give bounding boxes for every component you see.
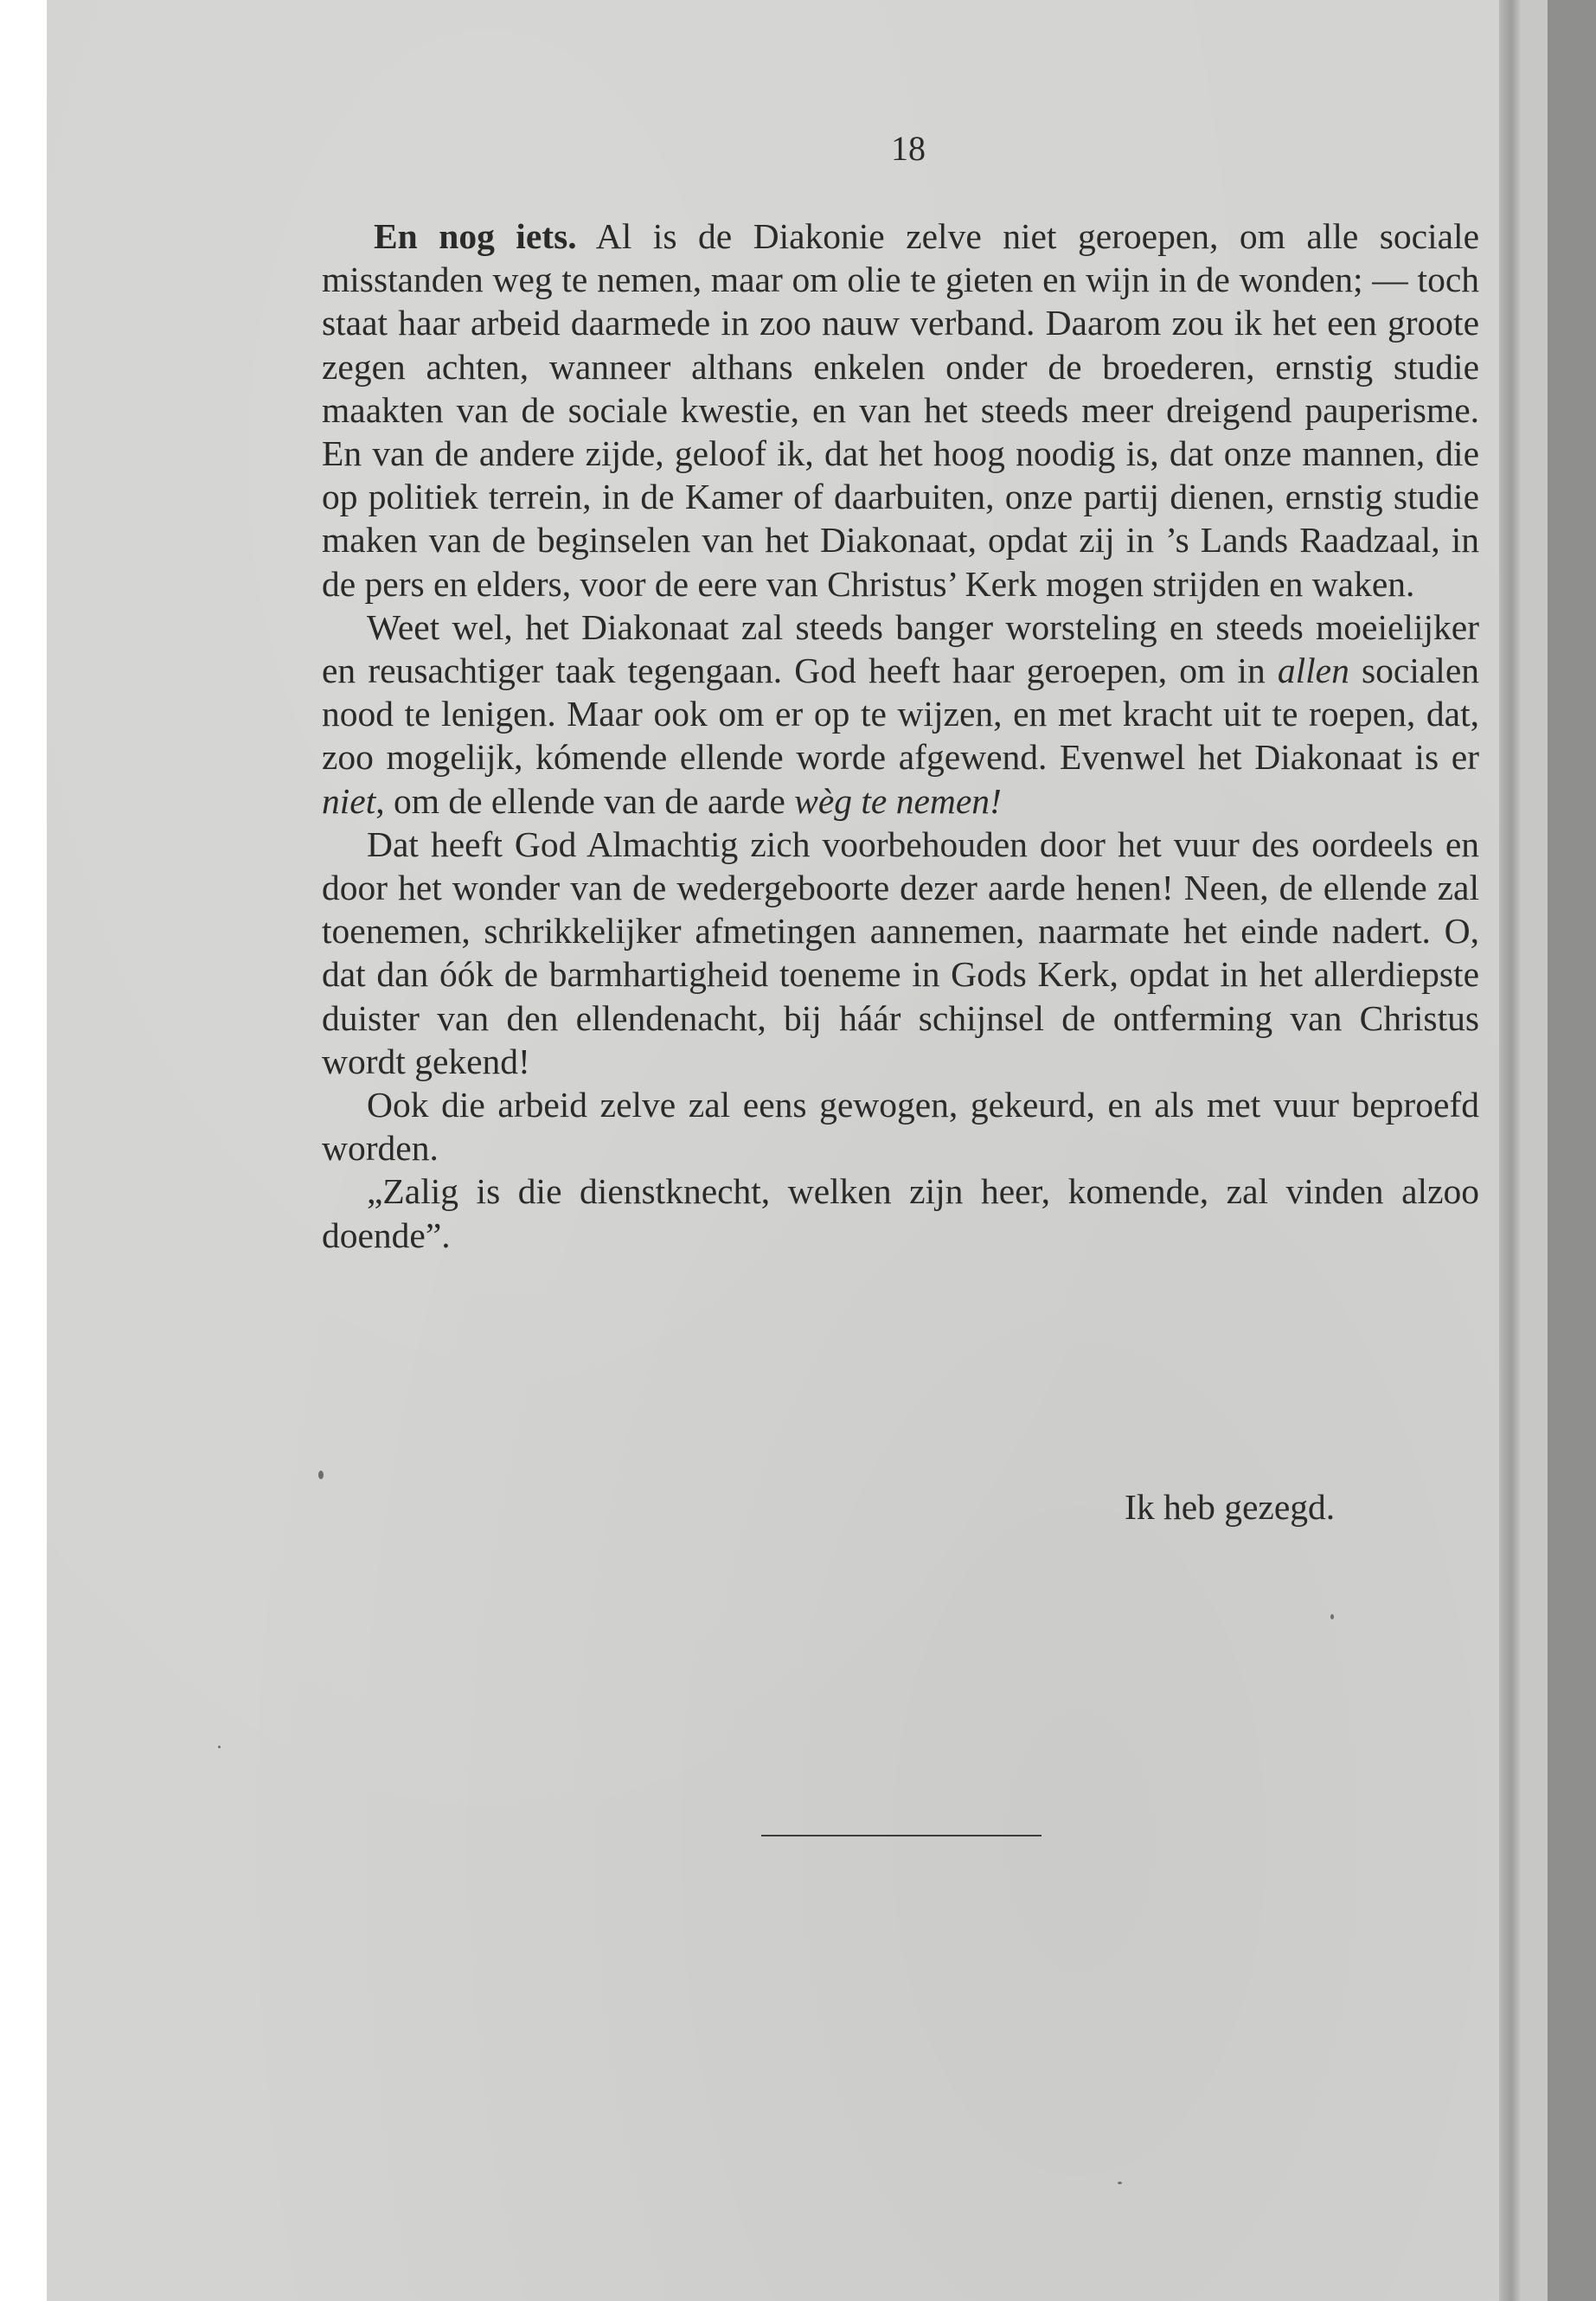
- scan-speck: [1118, 2182, 1122, 2184]
- paragraph-2-part-1: Weet wel, het Diakonaat zal steeds banger worsteling en steeds moeielijker en reusachtiger taak tegengaan. God heeft haar geroepen, om in: [322, 606, 1479, 691]
- paragraph-2-part-2: socialen nood te lenigen. Maar ook om er op te wijzen, en met kracht uit te roepen, dat, zoo mogelijk, kómende ellende worde afgewend. Evenwel het Diakonaat is er: [322, 651, 1479, 778]
- paragraph-1-text: Al is de Diakonie zelve niet geroepen, om alle sociale misstanden weg te nemen, maar om olie te gieten en wijn in de wonden; — toch staat haar arbeid daarmede in zoo nauw verband. Daarom zou ik het een groote zegen achten, wanneer althans enkelen onder de broederen, ernstig studie maakten van de sociale kwestie, en van het steeds meer dreigend pauperisme. En van de andere zijde, geloof ik, dat het hoog noodig is, dat onze mannen, die op politiek terrein, in de Kamer of daarbuiten, onze partij dienen, ernstig studie maken van de beginselen van het Diakonaat, opdat zij in ’s Lands Raadzaal, in de pers en elders, voor de eere van Christus’ Kerk mogen strijden en waken.: [322, 216, 1479, 604]
- closing-signature: Ik heb gezegd.: [1125, 1487, 1336, 1527]
- paragraph-2: [322, 606, 1479, 823]
- scan-speck: [318, 1471, 324, 1479]
- page-number: 18: [891, 129, 926, 168]
- paragraph-5-quote: „Zalig is die dienstknecht, welken zijn heer, komende, zal vinden alzoo doende”.: [322, 1171, 1479, 1255]
- scan-speck: [1330, 1614, 1334, 1619]
- scan-speck: [218, 1746, 221, 1748]
- paragraph-3: Dat heeft God Almachtig zich voorbehouden door het vuur des oordeels en door het wonder van de wedergeboorte dezer aarde henen! Neen, de ellende zal toenemen, schrikkelijker afmetingen aannemen, naarmate het einde nadert. O, dat dan óók de barmhartigheid toeneme in Gods Kerk, opdat in het allerdiepste duister van den ellendenacht, bij háár schijnsel de ontferming van Christus wordt gekend!: [322, 824, 1479, 1081]
- body-text: [322, 215, 1479, 1257]
- binding-strip: [1522, 0, 1548, 2301]
- paragraph-2-emphasis-3: wèg te nemen!: [794, 780, 1002, 821]
- paragraph-4: Ook die arbeid zelve zal eens gewogen, gekeurd, en als met vuur beproefd worden.: [322, 1085, 1479, 1169]
- paragraph-2-emphasis-1: allen: [1277, 651, 1349, 691]
- paragraph-1-lead: En nog iets.: [374, 216, 577, 256]
- paper-edge-shadow: [1499, 0, 1522, 2301]
- end-rule-divider: [761, 1835, 1042, 1836]
- paragraph-2-emphasis-2: niet: [322, 780, 376, 821]
- paragraph-2-part-3: , om de ellende van de aarde: [375, 780, 795, 821]
- scan-margin: [1548, 0, 1596, 2301]
- paragraph-1: [322, 215, 1479, 606]
